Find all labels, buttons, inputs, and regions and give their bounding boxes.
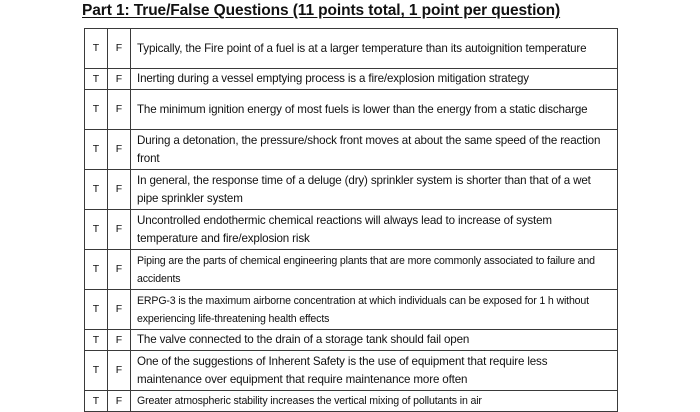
question-row xyxy=(85,130,618,170)
true-option[interactable]: T xyxy=(85,351,108,391)
true-option[interactable]: T xyxy=(85,170,108,210)
question-text: The valve connected to the drain of a storage tank should fail open xyxy=(131,330,618,351)
false-option[interactable]: F xyxy=(108,330,131,351)
false-option[interactable]: F xyxy=(108,290,131,330)
true-option[interactable]: T xyxy=(85,69,108,90)
question-text: During a detonation, the pressure/shock front moves at about the same speed of the reaction front xyxy=(131,130,618,170)
question-text: Uncontrolled endothermic chemical reactions will always lead to increase of system temperature and fire/explosion risk xyxy=(131,210,618,250)
true-option[interactable]: T xyxy=(85,130,108,170)
false-option[interactable]: F xyxy=(108,391,131,412)
true-option[interactable]: T xyxy=(85,29,108,69)
question-text: The minimum ignition energy of most fuels is lower than the energy from a static discharge xyxy=(131,90,618,130)
question-row xyxy=(85,90,618,130)
question-row xyxy=(85,69,618,90)
question-text: Greater atmospheric stability increases the vertical mixing of pollutants in air xyxy=(131,391,618,412)
question-text: Piping are the parts of chemical engineering plants that are more commonly associated to failure and accidents xyxy=(131,250,618,290)
true-option[interactable]: T xyxy=(85,290,108,330)
false-option[interactable]: F xyxy=(108,210,131,250)
page-title: Part 1: True/False Questions (11 points total, 1 point per question) xyxy=(82,2,561,19)
true-option[interactable]: T xyxy=(85,391,108,412)
true-option[interactable]: T xyxy=(85,210,108,250)
false-option[interactable]: F xyxy=(108,170,131,210)
false-option[interactable]: F xyxy=(108,90,131,130)
false-option[interactable]: F xyxy=(108,351,131,391)
true-option[interactable]: T xyxy=(85,330,108,351)
false-option[interactable]: F xyxy=(108,250,131,290)
true-option[interactable]: T xyxy=(85,90,108,130)
question-row xyxy=(85,210,618,250)
question-row xyxy=(85,330,618,351)
question-row xyxy=(85,250,618,290)
false-option[interactable]: F xyxy=(108,29,131,69)
question-text: In general, the response time of a deluge (dry) sprinkler system is shorter than that of a wet pipe sprinkler system xyxy=(131,170,618,210)
question-row xyxy=(85,391,618,412)
question-row xyxy=(85,290,618,330)
true-option[interactable]: T xyxy=(85,250,108,290)
true-false-table xyxy=(84,28,618,412)
false-option[interactable]: F xyxy=(108,130,131,170)
question-text: One of the suggestions of Inherent Safety is the use of equipment that require less maintenance over equipment that require maintenance more often xyxy=(131,351,618,391)
question-row xyxy=(85,29,618,69)
question-row xyxy=(85,351,618,391)
question-text: Typically, the Fire point of a fuel is at a larger temperature than its autoignition temperature xyxy=(131,29,618,69)
false-option[interactable]: F xyxy=(108,69,131,90)
question-row xyxy=(85,170,618,210)
question-text: ERPG-3 is the maximum airborne concentration at which individuals can be exposed for 1 h without experiencing life-threatening health effects xyxy=(131,290,618,330)
question-text: Inerting during a vessel emptying process is a fire/explosion mitigation strategy xyxy=(131,69,618,90)
